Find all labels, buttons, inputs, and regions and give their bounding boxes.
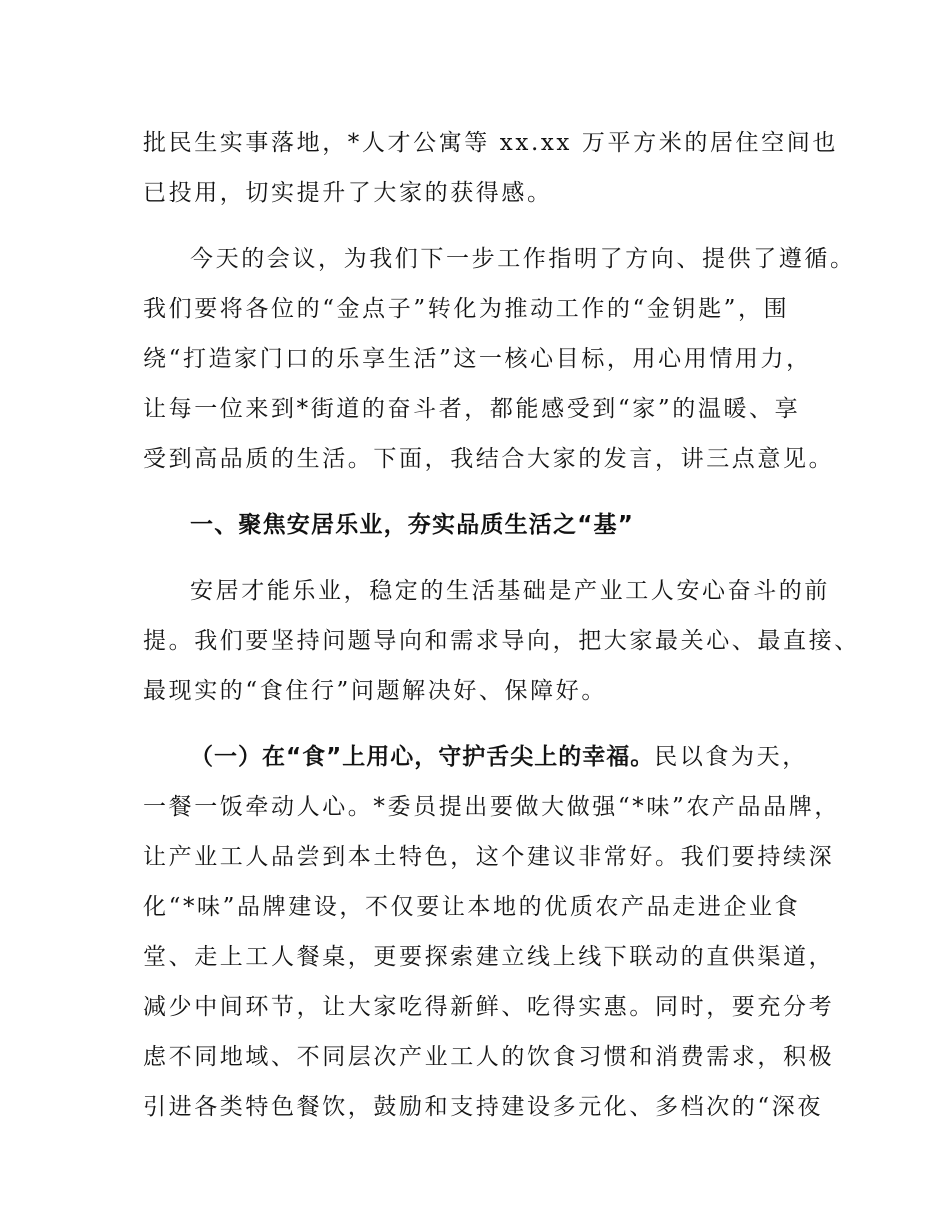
subsection-heading: （一）在“食”上用心，守护舌尖上的幸福。 [190, 744, 655, 770]
paragraph-line: 化“*味”品牌建设，不仅要让本地的优质农产品走进企业食 [143, 894, 801, 920]
section-heading: 一、聚焦安居乐业，夯实品质生活之“基” [190, 512, 635, 538]
subsection-line [190, 742, 808, 772]
paragraph-line: 今天的会议，为我们下一步工作指明了方向、提供了遵循。 [190, 246, 856, 272]
paragraph-line: 安居才能乐业，稳定的生活基础是产业工人安心奋斗的前 [190, 578, 830, 604]
paragraph-line: 提。我们要坚持问题导向和需求导向，把大家最关心、最直接、 [143, 628, 860, 654]
paragraph-line: 让产业工人品尝到本土特色，这个建议非常好。我们要持续深 [143, 844, 835, 870]
paragraph-line: 引进各类特色餐饮，鼓励和支持建设多元化、多档次的“深夜 [143, 1094, 823, 1120]
subsection-lead: 民以食为天， [654, 744, 808, 770]
paragraph-line: 绕“打造家门口的乐享生活”这一核心目标，用心用情用力， [143, 346, 812, 372]
paragraph-line: 一餐一饭牵动人心。*委员提出要做大做强“*味”农产品品牌， [143, 794, 840, 820]
paragraph-line: 已投用，切实提升了大家的获得感。 [143, 180, 553, 206]
paragraph-line: 堂、走上工人餐桌，更要探索建立线上线下联动的直供渠道， [143, 944, 835, 970]
paragraph-line: 减少中间环节，让大家吃得新鲜、吃得实惠。同时，要充分考 [143, 994, 835, 1020]
paragraph-line: 受到高品质的生活。下面，我结合大家的发言，讲三点意见。 [143, 446, 835, 472]
paragraph-line: 让每一位来到*街道的奋斗者，都能感受到“家”的温暖、享 [143, 396, 801, 422]
paragraph-line: 批民生实事落地，*人才公寓等 xx.xx 万平方米的居住空间也 [143, 130, 838, 156]
paragraph-line: 我们要将各位的“金点子”转化为推动工作的“金钥匙”，围 [143, 296, 790, 322]
paragraph-line: 虑不同地域、不同层次产业工人的饮食习惯和消费需求，积极 [143, 1044, 835, 1070]
paragraph-line: 最现实的“食住行”问题解决好、保障好。 [143, 678, 607, 704]
